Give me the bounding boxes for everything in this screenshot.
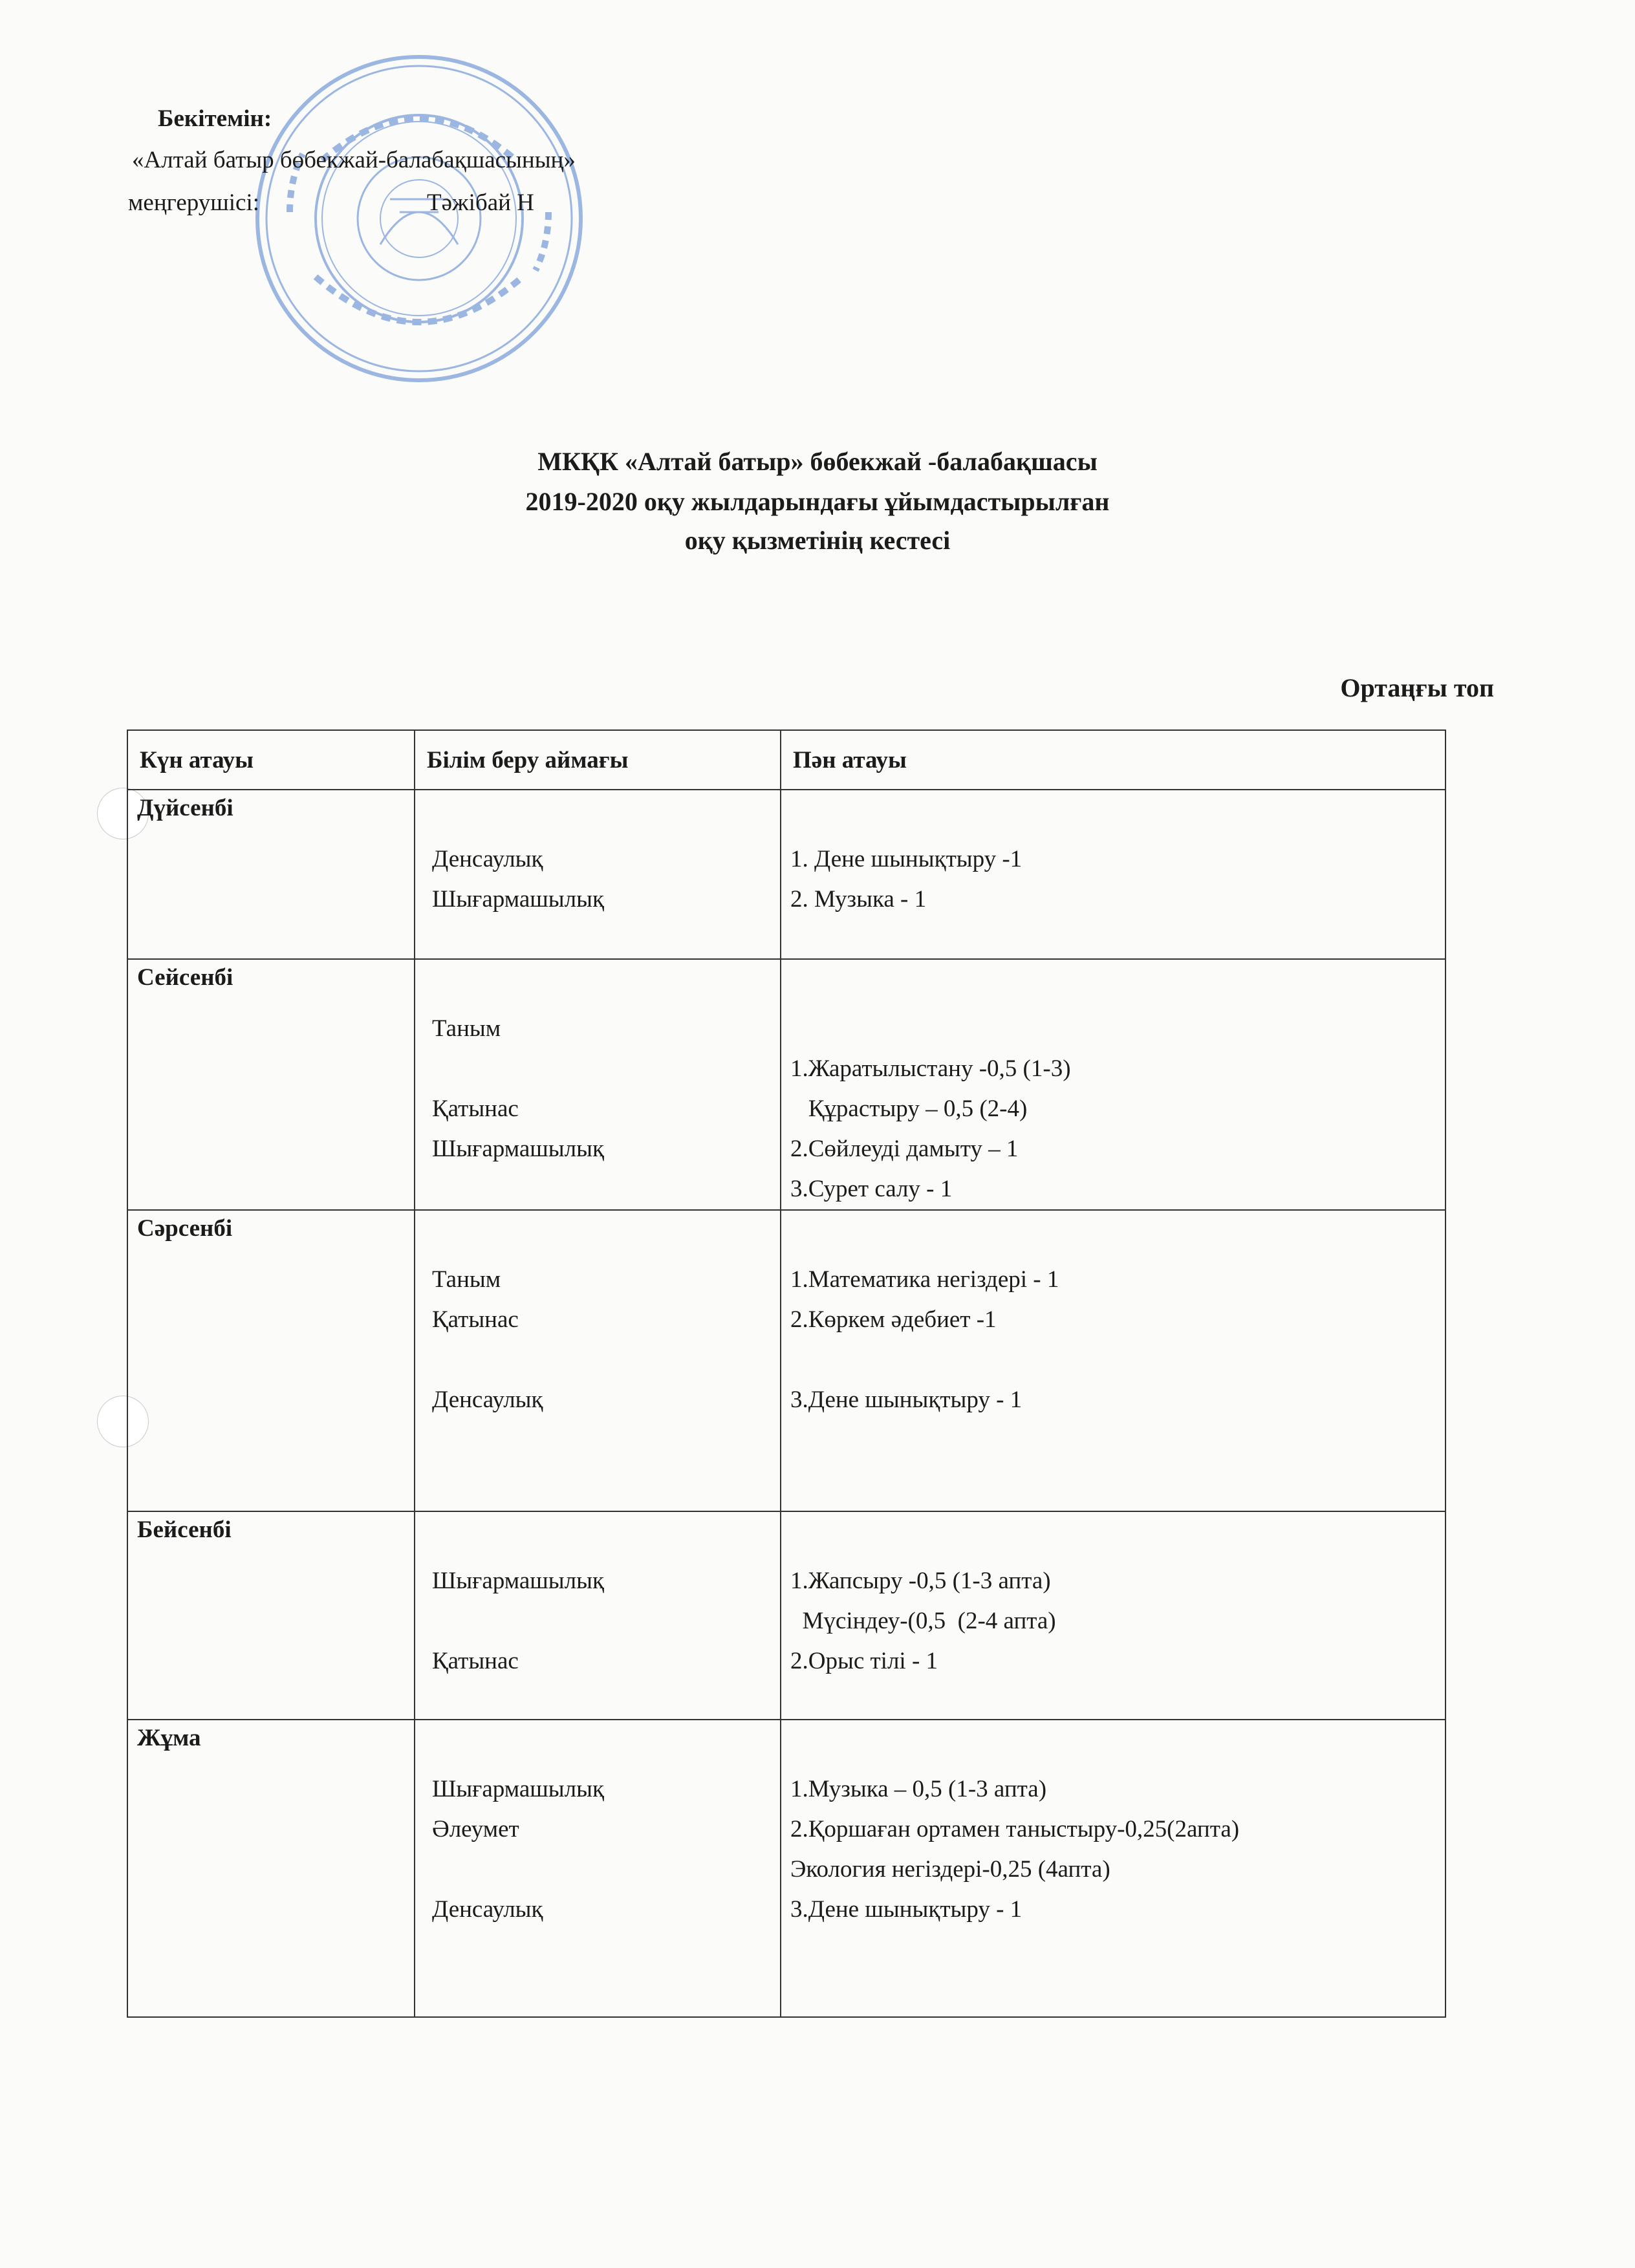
table-header-row: [127, 730, 1446, 790]
subject-line: 1.Математика негіздері - 1: [790, 1266, 1059, 1293]
day-name: Бейсенбі: [137, 1517, 232, 1543]
education-area-cell: [415, 959, 781, 1210]
subject-line: 1.Жаратылыстану -0,5 (1-3): [790, 1055, 1071, 1082]
education-area-line: [432, 1340, 780, 1380]
subject-line: 2.Көркем әдебиет -1: [790, 1306, 997, 1333]
table-row: [127, 959, 1446, 1210]
education-area-line: Таным: [432, 1266, 501, 1293]
subject-line: [790, 1009, 1445, 1049]
day-cell: [127, 1511, 415, 1720]
approval-head-name: Тәжібай Н: [427, 189, 534, 216]
approval-head-role: меңгерушісі:: [128, 189, 260, 216]
education-area-line: Қатынас: [432, 1306, 519, 1333]
approval-title: Бекітемін:: [158, 105, 272, 132]
header-area: Білім беру аймағы: [415, 730, 781, 790]
education-area-line: [432, 969, 780, 1009]
subject-line: 3.Дене шынықтыру - 1: [790, 1387, 1023, 1413]
education-area-line: Денсаулық: [432, 846, 543, 872]
education-area-line: [432, 1220, 780, 1260]
education-area-cell: [415, 1210, 781, 1511]
education-area-line: [432, 1521, 780, 1561]
education-area-line: [432, 1049, 780, 1089]
education-area-line: Шығармашылық: [432, 886, 604, 913]
education-area-line: Денсаулық: [432, 1387, 543, 1413]
education-area-line: Денсаулық: [432, 1896, 543, 1923]
round-seal-stamp-icon: [251, 50, 587, 387]
education-area-line: Қатынас: [432, 1096, 519, 1122]
education-area-line: [432, 1601, 780, 1641]
subject-line: 3.Сурет салу - 1: [790, 1176, 953, 1202]
subject-line: [790, 1220, 1445, 1260]
table-row: [127, 1210, 1446, 1511]
subject-line: [790, 1340, 1445, 1380]
day-cell: [127, 1720, 415, 2017]
subject-line: 2. Музыка - 1: [790, 886, 927, 913]
subject-cell: [781, 959, 1446, 1210]
table-row: [127, 1720, 1446, 2017]
schedule-table: [127, 729, 1446, 2018]
education-area-line: Қатынас: [432, 1648, 519, 1674]
subject-line: 3.Дене шынықтыру - 1: [790, 1896, 1023, 1923]
subject-line: 1.Жапсыру -0,5 (1-3 апта): [790, 1568, 1051, 1594]
subject-line: 2.Сөйлеуді дамыту – 1: [790, 1136, 1019, 1162]
table-row: [127, 1511, 1446, 1720]
subject-line: Экология негіздері-0,25 (4апта): [790, 1856, 1110, 1883]
subject-line: 1.Музыка – 0,5 (1-3 апта): [790, 1776, 1047, 1802]
table-row: [127, 790, 1446, 959]
day-cell: [127, 1210, 415, 1511]
subject-cell: [781, 790, 1446, 959]
education-area-cell: [415, 1511, 781, 1720]
approval-organization: «Алтай батыр бөбекжай-балабақшасының»: [132, 147, 576, 173]
education-area-line: Таным: [432, 1015, 501, 1042]
day-name: Сәрсенбі: [137, 1215, 233, 1242]
education-area-line: Шығармашылық: [432, 1568, 604, 1594]
document-title-line-2: 2019-2020 оқу жылдарындағы ұйымдастырылған: [525, 487, 1110, 516]
education-area-line: Шығармашылық: [432, 1776, 604, 1802]
day-cell: [127, 959, 415, 1210]
day-name: Жұма: [137, 1725, 201, 1751]
education-area-line: Шығармашылық: [432, 1136, 604, 1162]
header-subject: Пән атауы: [781, 730, 1446, 790]
subject-line: [790, 969, 1445, 1009]
subject-line: [790, 1521, 1445, 1561]
subject-line: 2.Қоршаған ортамен таныстыру-0,25(2апта): [790, 1816, 1240, 1842]
subject-cell: [781, 1210, 1446, 1511]
education-area-line: [432, 799, 780, 839]
subject-line: Құрастыру – 0,5 (2-4): [790, 1096, 1028, 1122]
education-area-cell: [415, 790, 781, 959]
education-area-cell: [415, 1720, 781, 2017]
document-title-line-3: оқу қызметінің кестесі: [684, 526, 951, 555]
day-name: Сейсенбі: [137, 964, 233, 991]
subject-cell: [781, 1720, 1446, 2017]
subject-line: Мүсіндеу-(0,5 (2-4 апта): [790, 1608, 1056, 1634]
group-label: Ортаңғы топ: [1340, 673, 1494, 702]
education-area-line: [432, 1850, 780, 1890]
education-area-line: Әлеумет: [432, 1816, 519, 1842]
subject-line: 2.Орыс тілі - 1: [790, 1648, 938, 1674]
day-name: Дүйсенбі: [137, 795, 233, 821]
subject-line: 1. Дене шынықтыру -1: [790, 846, 1023, 872]
subject-cell: [781, 1511, 1446, 1720]
document-title-line-1: МКҚК «Алтай батыр» бөбекжай -балабақшасы: [537, 447, 1098, 476]
subject-line: [790, 799, 1445, 839]
header-day: Күн атауы: [127, 730, 415, 790]
subject-line: [790, 1729, 1445, 1769]
education-area-line: [432, 1729, 780, 1769]
day-cell: [127, 790, 415, 959]
